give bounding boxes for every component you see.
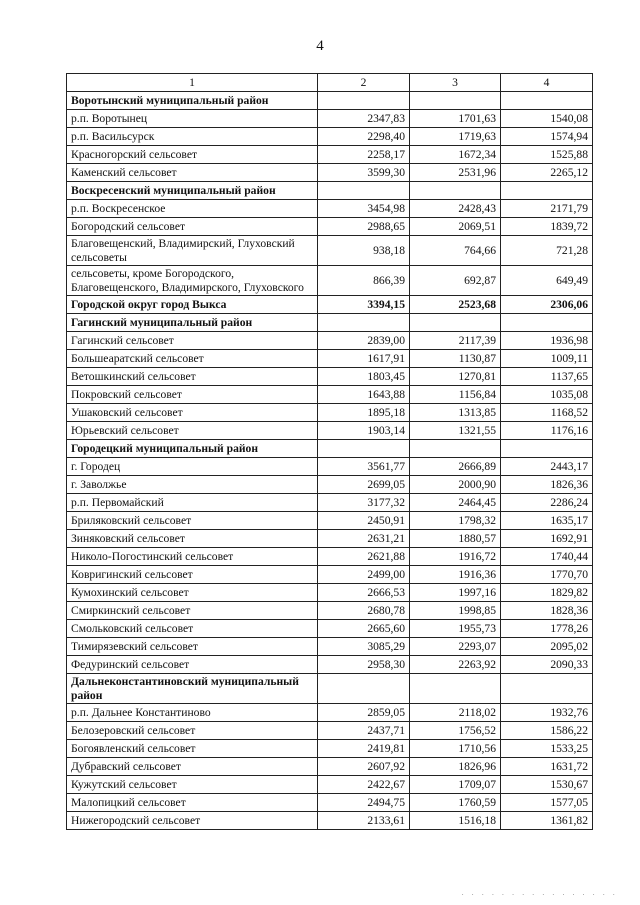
cell-value-c4: 1137,65 xyxy=(501,368,593,386)
cell-value-c3: 692,87 xyxy=(410,266,501,296)
cell-value-c3: 1756,52 xyxy=(410,722,501,740)
cell-value-c2: 2665,60 xyxy=(318,620,410,638)
table-row xyxy=(67,704,593,722)
group-header-row xyxy=(67,314,593,332)
table-row xyxy=(67,620,593,638)
table-row xyxy=(67,422,593,440)
cell-value-c3: 1313,85 xyxy=(410,404,501,422)
group-header-row xyxy=(67,92,593,110)
cell-value-c2 xyxy=(318,314,410,332)
cell-value-c3 xyxy=(410,440,501,458)
cell-value-c4: 2286,24 xyxy=(501,494,593,512)
cell-name: Каменский сельсовет xyxy=(67,164,318,182)
cell-value-c4 xyxy=(501,182,593,200)
cell-name: г. Заволжье xyxy=(67,476,318,494)
cell-value-c3: 1130,87 xyxy=(410,350,501,368)
cell-name: Николо-Погостинский сельсовет xyxy=(67,548,318,566)
cell-name: Дальнеконстантиновский муниципальный район xyxy=(67,674,318,704)
cell-value-c4 xyxy=(501,440,593,458)
cell-name: Кумохинский сельсовет xyxy=(67,584,318,602)
cell-name: Ветошкинский сельсовет xyxy=(67,368,318,386)
cell-value-c4: 649,49 xyxy=(501,266,593,296)
table-row xyxy=(67,584,593,602)
cell-value-c4: 2306,06 xyxy=(501,296,593,314)
cell-value-c4 xyxy=(501,674,593,704)
table-row xyxy=(67,146,593,164)
cell-value-c3 xyxy=(410,314,501,332)
cell-value-c4: 1168,52 xyxy=(501,404,593,422)
cell-value-c3 xyxy=(410,674,501,704)
cell-value-c4: 1361,82 xyxy=(501,812,593,830)
cell-name: Дубравский сельсовет xyxy=(67,758,318,776)
cell-value-c4: 1839,72 xyxy=(501,218,593,236)
table-row xyxy=(67,350,593,368)
cell-value-c4 xyxy=(501,314,593,332)
cell-value-c3: 1672,34 xyxy=(410,146,501,164)
table-row xyxy=(67,494,593,512)
cell-value-c3: 1270,81 xyxy=(410,368,501,386)
cell-value-c4: 1577,05 xyxy=(501,794,593,812)
cell-value-c4: 721,28 xyxy=(501,236,593,266)
cell-name: Нижегородский сельсовет xyxy=(67,812,318,830)
cell-name: Ковригинский сельсовет xyxy=(67,566,318,584)
cell-value-c2: 3454,98 xyxy=(318,200,410,218)
cell-value-c2: 2621,88 xyxy=(318,548,410,566)
cell-value-c2: 866,39 xyxy=(318,266,410,296)
group-header-row xyxy=(67,674,593,704)
cell-name: Смиркинский сельсовет xyxy=(67,602,318,620)
table-row xyxy=(67,200,593,218)
cell-name: Ушаковский сельсовет xyxy=(67,404,318,422)
cell-value-c3: 2263,92 xyxy=(410,656,501,674)
cell-value-c3: 2523,68 xyxy=(410,296,501,314)
cell-value-c4: 1009,11 xyxy=(501,350,593,368)
cell-value-c2: 938,18 xyxy=(318,236,410,266)
table-row xyxy=(67,386,593,404)
cell-value-c4: 1828,36 xyxy=(501,602,593,620)
cell-value-c2: 1617,91 xyxy=(318,350,410,368)
cell-value-c4: 1692,91 xyxy=(501,530,593,548)
table-row xyxy=(67,404,593,422)
cell-value-c3: 1998,85 xyxy=(410,602,501,620)
group-header-row xyxy=(67,440,593,458)
cell-value-c2: 2450,91 xyxy=(318,512,410,530)
cell-value-c3: 2069,51 xyxy=(410,218,501,236)
cell-value-c2: 2699,05 xyxy=(318,476,410,494)
cell-name: р.п. Воскресенское xyxy=(67,200,318,218)
cell-name: Тимирязевский сельсовет xyxy=(67,638,318,656)
cell-value-c3: 2118,02 xyxy=(410,704,501,722)
cell-name: Богоявленский сельсовет xyxy=(67,740,318,758)
cell-value-c2: 3394,15 xyxy=(318,296,410,314)
cell-value-c3: 1709,07 xyxy=(410,776,501,794)
cell-value-c4: 1533,25 xyxy=(501,740,593,758)
cell-value-c4 xyxy=(501,92,593,110)
cell-name: Юрьевский сельсовет xyxy=(67,422,318,440)
cell-value-c2: 2859,05 xyxy=(318,704,410,722)
cell-name: Воскресенский муниципальный район xyxy=(67,182,318,200)
column-header-3: 3 xyxy=(410,74,501,92)
cell-value-c4: 1586,22 xyxy=(501,722,593,740)
cell-value-c4: 1035,08 xyxy=(501,386,593,404)
cell-value-c3: 1701,63 xyxy=(410,110,501,128)
cell-value-c3: 1997,16 xyxy=(410,584,501,602)
cell-name: Белозеровский сельсовет xyxy=(67,722,318,740)
cell-name: г. Городец xyxy=(67,458,318,476)
cell-value-c3: 1826,96 xyxy=(410,758,501,776)
cell-value-c2: 2133,61 xyxy=(318,812,410,830)
cell-value-c3: 2117,39 xyxy=(410,332,501,350)
table-row xyxy=(67,722,593,740)
cell-value-c2: 3085,29 xyxy=(318,638,410,656)
table-row xyxy=(67,776,593,794)
cell-value-c3: 1760,59 xyxy=(410,794,501,812)
cell-value-c2: 2422,67 xyxy=(318,776,410,794)
cell-value-c4: 2090,33 xyxy=(501,656,593,674)
table-row xyxy=(67,638,593,656)
cell-name: сельсоветы, кроме Богородского, Благовещенского, Владимирского, Глуховского xyxy=(67,266,318,296)
cell-value-c4: 1530,67 xyxy=(501,776,593,794)
cell-value-c2: 3599,30 xyxy=(318,164,410,182)
table-row xyxy=(67,164,593,182)
cell-value-c3: 2000,90 xyxy=(410,476,501,494)
table-row xyxy=(67,656,593,674)
cell-value-c3 xyxy=(410,182,501,200)
cell-value-c2 xyxy=(318,182,410,200)
table-row xyxy=(67,110,593,128)
table-row xyxy=(67,602,593,620)
cell-value-c3: 1880,57 xyxy=(410,530,501,548)
cell-value-c3: 2293,07 xyxy=(410,638,501,656)
cell-name: Зиняковский сельсовет xyxy=(67,530,318,548)
column-header-row xyxy=(67,74,593,92)
table-row xyxy=(67,812,593,830)
cell-value-c2: 2631,21 xyxy=(318,530,410,548)
cell-name: Гагинский сельсовет xyxy=(67,332,318,350)
table-row xyxy=(67,236,593,266)
cell-name: Городской округ город Выкса xyxy=(67,296,318,314)
column-header-2: 2 xyxy=(318,74,410,92)
table-row xyxy=(67,218,593,236)
cell-name: Малопицкий сельсовет xyxy=(67,794,318,812)
cell-name: Воротынский муниципальный район xyxy=(67,92,318,110)
scan-artifact: · · · · · · · · · · · · · · · · xyxy=(461,891,618,899)
cell-name: Гагинский муниципальный район xyxy=(67,314,318,332)
cell-value-c3: 1710,56 xyxy=(410,740,501,758)
table-row xyxy=(67,758,593,776)
cell-value-c2: 2958,30 xyxy=(318,656,410,674)
cell-value-c3: 1321,55 xyxy=(410,422,501,440)
table-row xyxy=(67,128,593,146)
table-row xyxy=(67,740,593,758)
column-header-4: 4 xyxy=(501,74,593,92)
cell-value-c3: 1916,36 xyxy=(410,566,501,584)
cell-value-c3: 1955,73 xyxy=(410,620,501,638)
cell-value-c4: 2171,79 xyxy=(501,200,593,218)
cell-value-c2: 2494,75 xyxy=(318,794,410,812)
cell-value-c2: 2839,00 xyxy=(318,332,410,350)
cell-value-c2: 3561,77 xyxy=(318,458,410,476)
cell-value-c3: 2531,96 xyxy=(410,164,501,182)
cell-value-c3: 2428,43 xyxy=(410,200,501,218)
table-row xyxy=(67,332,593,350)
cell-name: Смольковский сельсовет xyxy=(67,620,318,638)
cell-value-c2: 2666,53 xyxy=(318,584,410,602)
cell-value-c2 xyxy=(318,92,410,110)
cell-value-c2: 3177,32 xyxy=(318,494,410,512)
cell-value-c4: 1635,17 xyxy=(501,512,593,530)
cell-name: Красногорский сельсовет xyxy=(67,146,318,164)
cell-value-c2: 2347,83 xyxy=(318,110,410,128)
cell-name: р.п. Воротынец xyxy=(67,110,318,128)
cell-value-c2: 2607,92 xyxy=(318,758,410,776)
table-row xyxy=(67,512,593,530)
table-row xyxy=(67,794,593,812)
table-row xyxy=(67,368,593,386)
cell-value-c3: 1916,72 xyxy=(410,548,501,566)
group-header-row xyxy=(67,182,593,200)
data-table xyxy=(66,73,593,830)
cell-value-c4: 1826,36 xyxy=(501,476,593,494)
table-row xyxy=(67,566,593,584)
cell-value-c4: 1936,98 xyxy=(501,332,593,350)
cell-value-c2: 2499,00 xyxy=(318,566,410,584)
table-row xyxy=(67,458,593,476)
cell-name: р.п. Васильсурск xyxy=(67,128,318,146)
cell-name: Бриляковский сельсовет xyxy=(67,512,318,530)
cell-value-c2: 1803,45 xyxy=(318,368,410,386)
cell-name: р.п. Дальнее Константиново xyxy=(67,704,318,722)
cell-value-c2: 2419,81 xyxy=(318,740,410,758)
table-row xyxy=(67,296,593,314)
cell-value-c2: 2680,78 xyxy=(318,602,410,620)
table-body xyxy=(67,92,593,830)
cell-value-c2 xyxy=(318,674,410,704)
cell-value-c4: 2443,17 xyxy=(501,458,593,476)
cell-value-c4: 1770,70 xyxy=(501,566,593,584)
cell-name: Богородский сельсовет xyxy=(67,218,318,236)
cell-value-c4: 1932,76 xyxy=(501,704,593,722)
cell-value-c4: 1525,88 xyxy=(501,146,593,164)
cell-value-c2: 2258,17 xyxy=(318,146,410,164)
cell-value-c2: 2298,40 xyxy=(318,128,410,146)
cell-value-c4: 1829,82 xyxy=(501,584,593,602)
cell-value-c3: 1516,18 xyxy=(410,812,501,830)
cell-name: Благовещенский, Владимирский, Глуховский сельсоветы xyxy=(67,236,318,266)
cell-value-c4: 1740,44 xyxy=(501,548,593,566)
cell-value-c3: 2464,45 xyxy=(410,494,501,512)
cell-value-c2: 1903,14 xyxy=(318,422,410,440)
cell-value-c3: 1719,63 xyxy=(410,128,501,146)
cell-value-c3 xyxy=(410,92,501,110)
cell-name: Покровский сельсовет xyxy=(67,386,318,404)
table-row xyxy=(67,266,593,296)
cell-value-c4: 1540,08 xyxy=(501,110,593,128)
cell-value-c4: 1631,72 xyxy=(501,758,593,776)
cell-value-c4: 2095,02 xyxy=(501,638,593,656)
cell-value-c3: 1798,32 xyxy=(410,512,501,530)
column-header-1: 1 xyxy=(67,74,318,92)
cell-value-c2 xyxy=(318,440,410,458)
cell-value-c2: 1895,18 xyxy=(318,404,410,422)
page-number: 4 xyxy=(316,38,324,54)
cell-value-c2: 1643,88 xyxy=(318,386,410,404)
cell-value-c4: 1778,26 xyxy=(501,620,593,638)
cell-name: Федуринский сельсовет xyxy=(67,656,318,674)
cell-value-c2: 2437,71 xyxy=(318,722,410,740)
cell-name: Городецкий муниципальный район xyxy=(67,440,318,458)
cell-value-c3: 1156,84 xyxy=(410,386,501,404)
table-row xyxy=(67,548,593,566)
cell-name: р.п. Первомайский xyxy=(67,494,318,512)
table-row xyxy=(67,530,593,548)
cell-value-c4: 1574,94 xyxy=(501,128,593,146)
cell-value-c4: 2265,12 xyxy=(501,164,593,182)
table-row xyxy=(67,476,593,494)
cell-name: Кужутский сельсовет xyxy=(67,776,318,794)
cell-value-c3: 2666,89 xyxy=(410,458,501,476)
cell-value-c4: 1176,16 xyxy=(501,422,593,440)
cell-value-c2: 2988,65 xyxy=(318,218,410,236)
cell-name: Большеаратский сельсовет xyxy=(67,350,318,368)
cell-value-c3: 764,66 xyxy=(410,236,501,266)
